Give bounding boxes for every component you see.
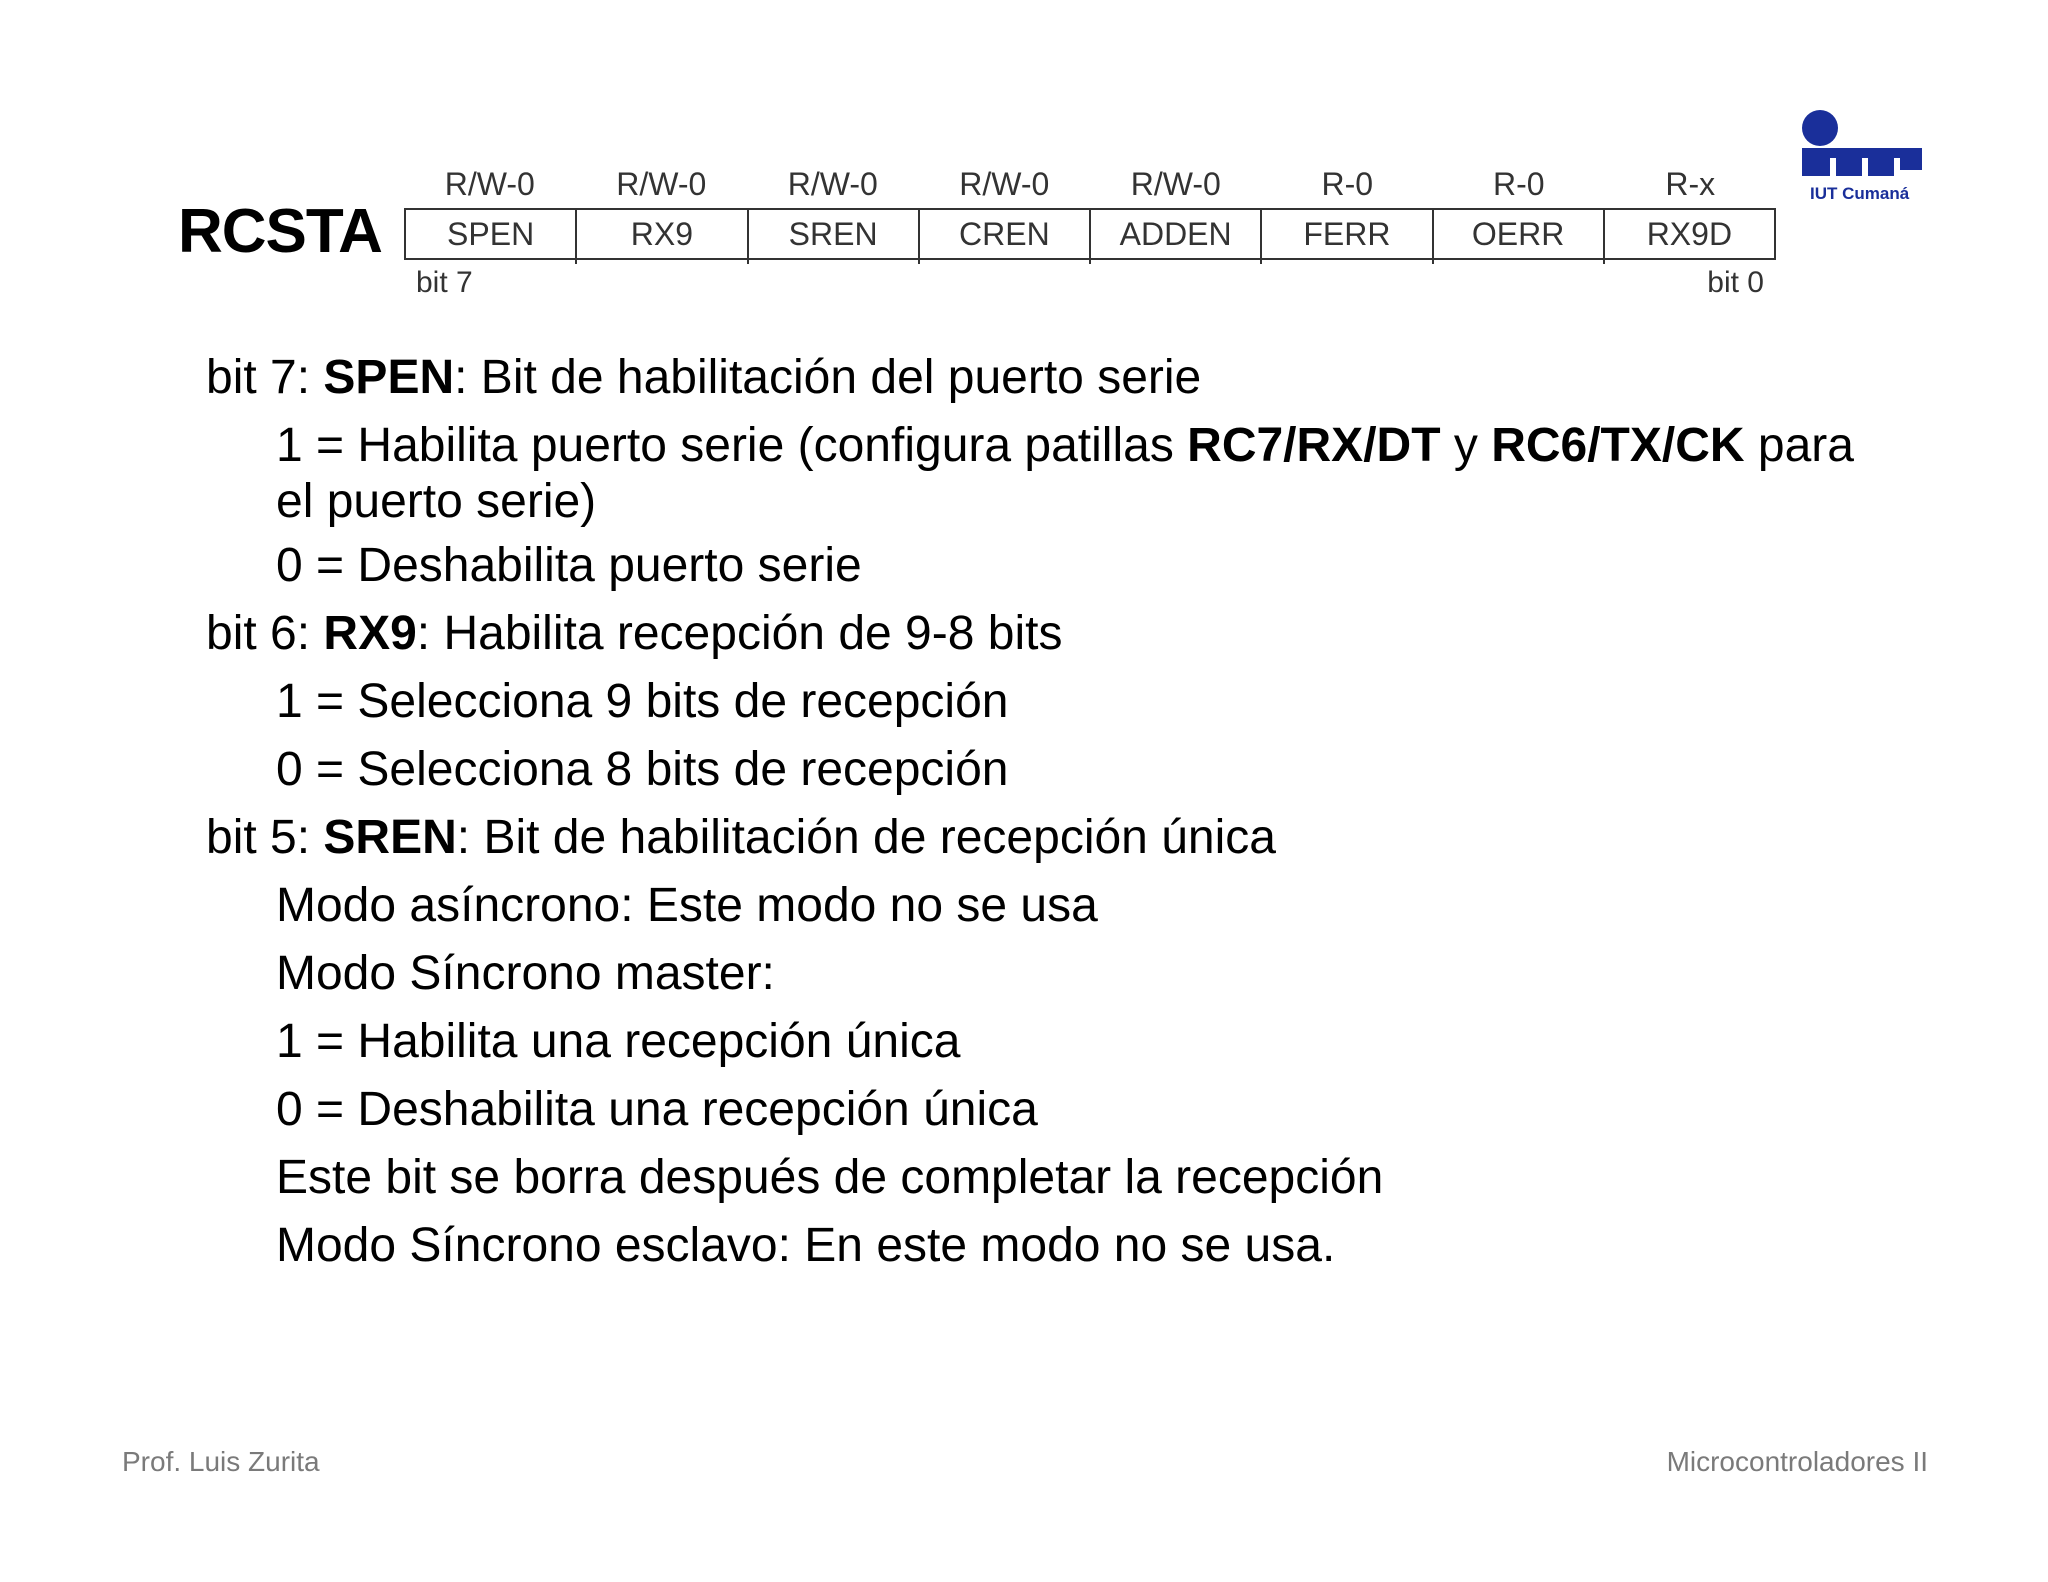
footer-author: Prof. Luis Zurita	[122, 1446, 320, 1477]
bit-range-labels	[404, 266, 1776, 300]
bit7-option1	[206, 418, 1856, 530]
bit7-desc: : Bit de habilitación del puerto serie	[454, 351, 1202, 404]
bit5-prefix: bit 5:	[206, 811, 324, 864]
access-bit6: R/W-0	[616, 166, 707, 202]
bit-name-4: CREN	[920, 210, 1091, 258]
bit-name-3: ADDEN	[1091, 210, 1262, 258]
access-bit7: R/W-0	[444, 166, 535, 202]
lsb-label: bit 0	[1707, 266, 1764, 299]
bit5-sync-slave: Modo Síncrono esclavo: En este modo no se usa.	[276, 1219, 1336, 1272]
msb-label: bit 7	[416, 266, 473, 299]
bit5-option1: 1 = Habilita una recepción única	[276, 1015, 961, 1068]
bit7-option0: 0 = Deshabilita puerto serie	[276, 539, 862, 592]
access-bit0: R-x	[1665, 166, 1716, 202]
register-diagram	[404, 160, 1776, 300]
register-access-row	[404, 160, 1776, 208]
bit-name-7: SPEN	[406, 210, 577, 258]
access-bit5: R/W-0	[787, 166, 878, 202]
bit6-desc: : Habilita recepción de 9-8 bits	[416, 607, 1063, 660]
bit6-prefix: bit 6:	[206, 607, 324, 660]
access-bit2: R-0	[1321, 166, 1374, 202]
bit6-name: RX9	[323, 607, 417, 660]
iut-logo	[1800, 108, 1930, 204]
bit-name-0: RX9D	[1646, 216, 1733, 252]
register-name-row	[404, 208, 1776, 260]
bit7-prefix: bit 7:	[206, 351, 324, 404]
bit7-opt1-post: para el puerto serie)	[276, 419, 1854, 528]
bit6-heading	[206, 606, 1856, 662]
footer-course: Microcontroladores II	[1666, 1446, 1928, 1477]
iut-logo-icon	[1800, 108, 1924, 180]
bit5-heading	[206, 810, 1856, 866]
bit5-name: SREN	[323, 811, 457, 864]
bit-name-1: OERR	[1434, 210, 1605, 258]
bit5-sync-master: Modo Síncrono master:	[276, 947, 775, 1000]
bit7-pin-rc6: RC6/TX/CK	[1491, 419, 1745, 472]
register-title: RCSTA	[178, 197, 382, 266]
access-bit4: R/W-0	[959, 166, 1050, 202]
bit-name-6: RX9	[577, 210, 748, 258]
bit5-option0: 0 = Deshabilita una recepción única	[276, 1083, 1038, 1136]
bit7-pin-rc7: RC7/RX/DT	[1187, 419, 1441, 472]
bit-name-2: FERR	[1262, 210, 1433, 258]
logo-label: IUT Cumaná	[1810, 184, 1910, 203]
bit7-opt1-mid: y	[1440, 419, 1492, 472]
bit6-option1: 1 = Selecciona 9 bits de recepción	[276, 675, 1009, 728]
access-bit1: R-0	[1492, 166, 1545, 202]
bit5-note: Este bit se borra después de completar la recepción	[276, 1151, 1384, 1204]
access-bit3: R/W-0	[1130, 166, 1221, 202]
bit7-heading	[206, 350, 1856, 406]
bit5-desc: : Bit de habilitación de recepción única	[456, 811, 1276, 864]
bit6-option0: 0 = Selecciona 8 bits de recepción	[276, 743, 1009, 796]
bit-name-5: SREN	[749, 210, 920, 258]
bit5-async: Modo asíncrono: Este modo no se usa	[276, 879, 1098, 932]
slide-body	[206, 350, 1856, 1286]
bit7-opt1-pre: 1 = Habilita puerto serie (configura patillas	[276, 419, 1188, 472]
bit7-name: SPEN	[323, 351, 455, 404]
